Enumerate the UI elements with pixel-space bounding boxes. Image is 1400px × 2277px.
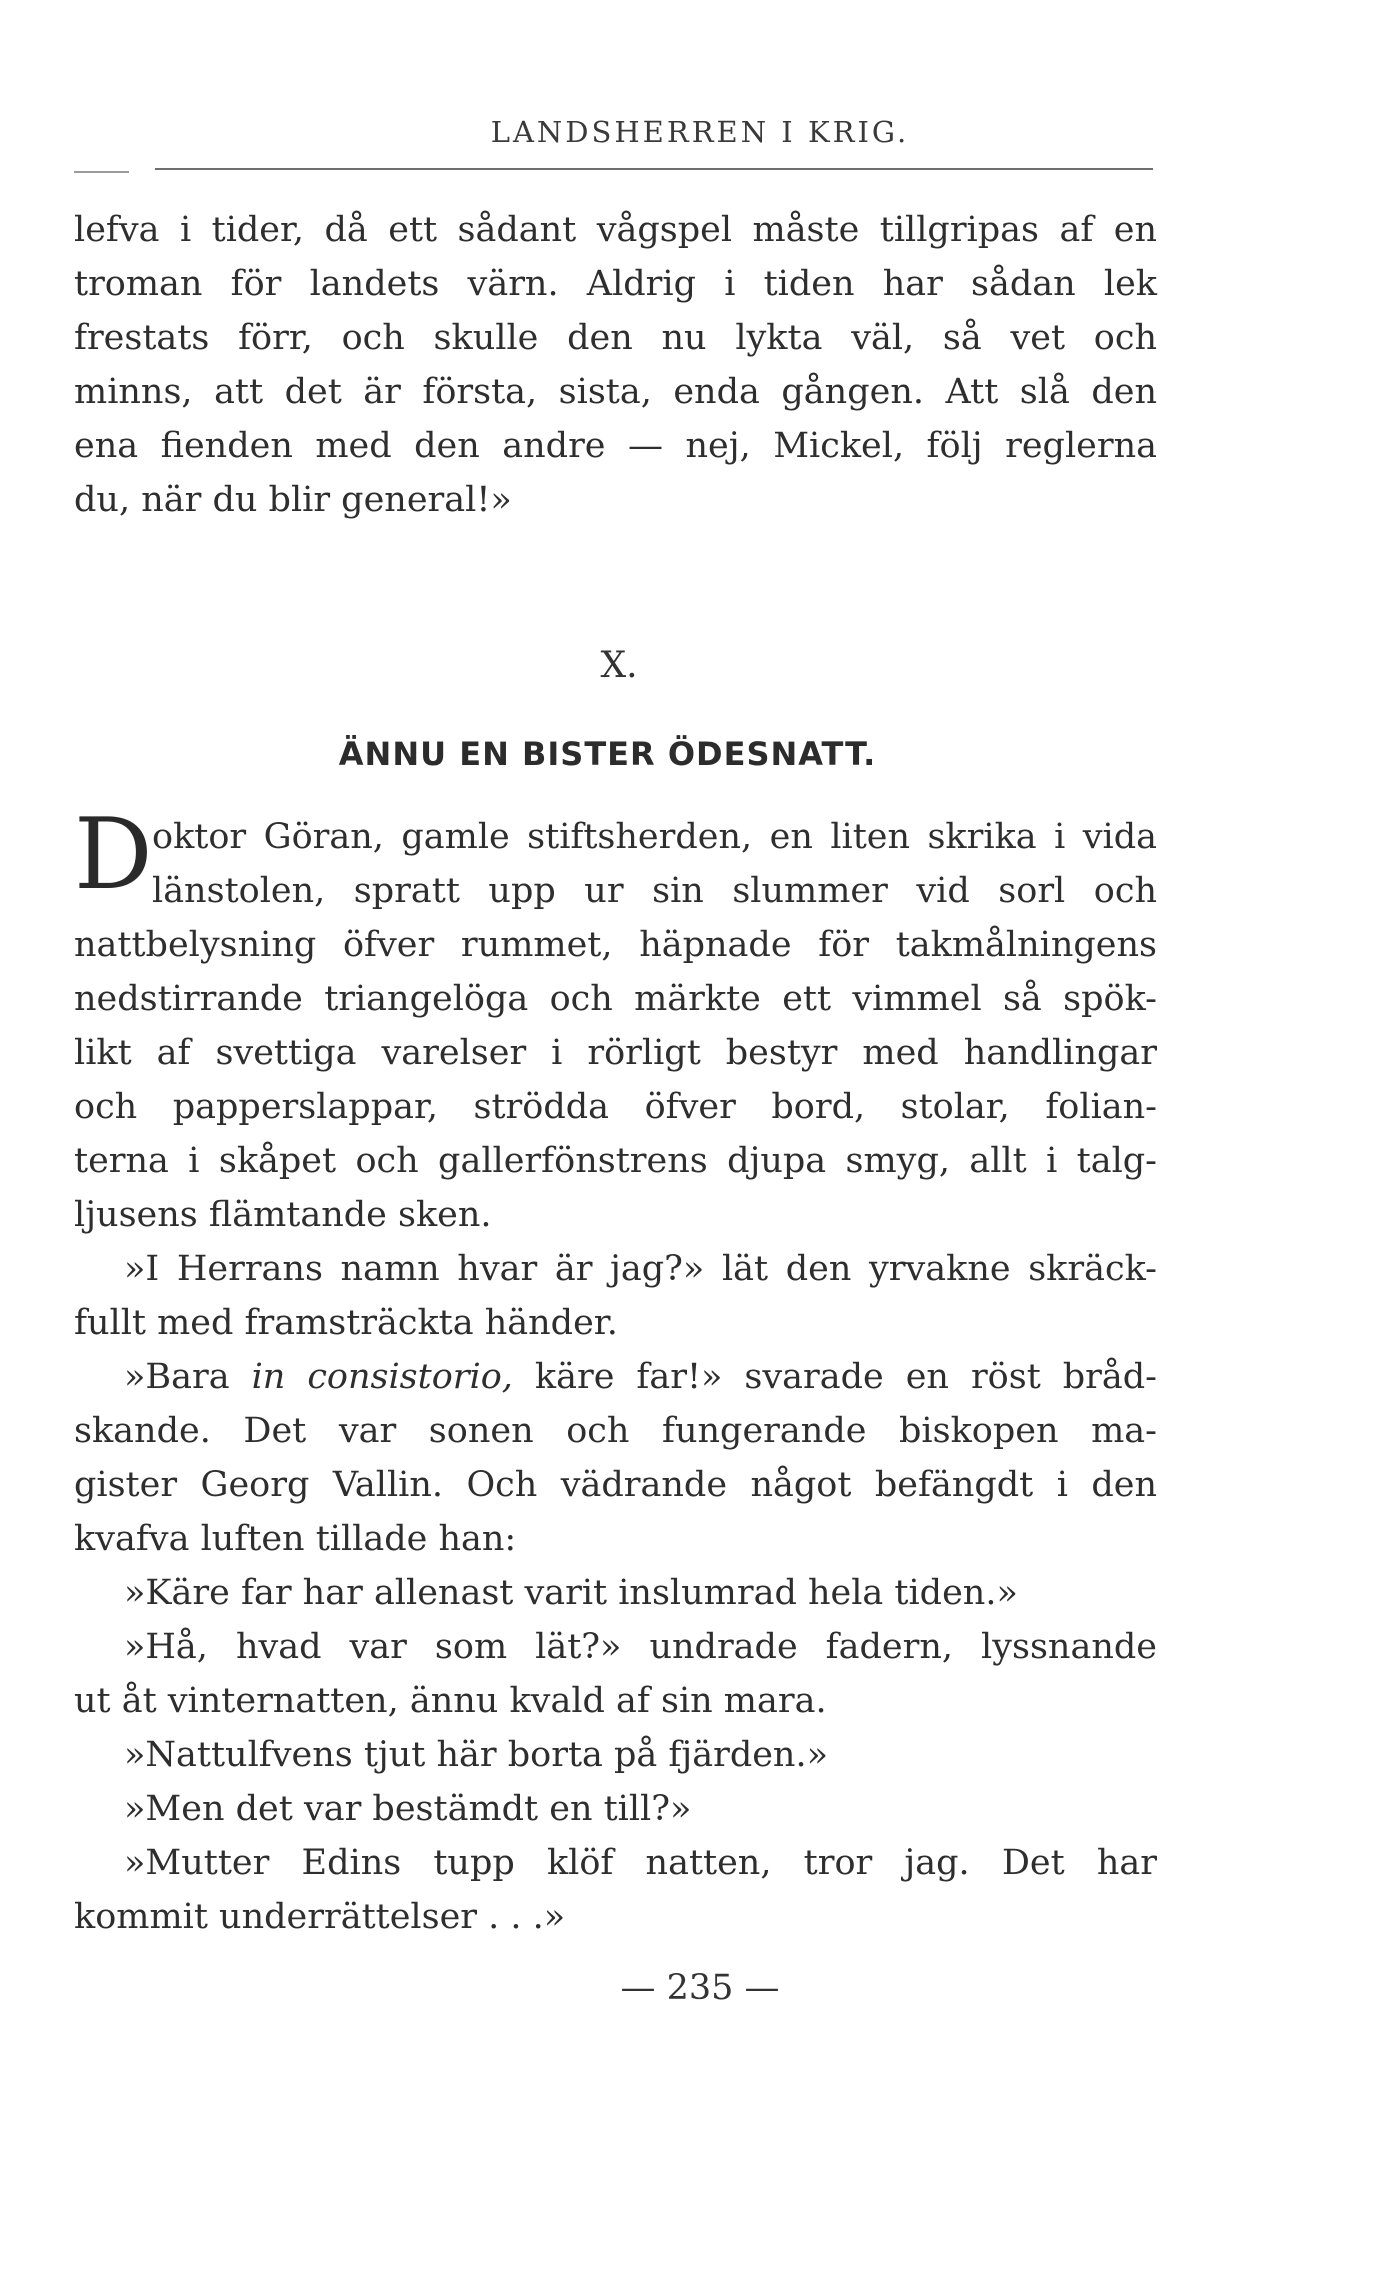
text-line: nedstirrande triangelöga och märkte ett vimmel så spök-	[74, 979, 1157, 1019]
text-line: du, när du blir general!»	[74, 480, 512, 520]
drop-cap: D	[74, 798, 153, 912]
dialogue-line: ut åt vinternatten, ännu kvald af sin mara.	[74, 1681, 827, 1721]
dialogue-italic: in consistorio,	[251, 1357, 513, 1397]
dialogue-line: kvafva luften tillade han:	[74, 1519, 517, 1559]
text-line: likt af svettiga varelser i rörligt bestyr med handlingar	[74, 1033, 1157, 1073]
text-line: frestats förr, och skulle den nu lykta väl, så vet och	[74, 318, 1157, 358]
dialogue-line: »Men det var bestämdt en till?»	[124, 1789, 692, 1829]
dialogue-line: gister Georg Vallin. Och vädrande något befängdt i den	[74, 1465, 1157, 1505]
chapter-title: ÄNNU EN BISTER ÖDESNATT.	[338, 735, 877, 773]
page-number: — 235 —	[620, 1968, 780, 2008]
dialogue-line: »Nattulfvens tjut här borta på fjärden.»	[124, 1735, 829, 1775]
text-line: och papperslappar, strödda öfver bord, stolar, folian-	[74, 1087, 1157, 1127]
text-line: ljusens flämtande sken.	[74, 1195, 492, 1235]
text-line: troman för landets värn. Aldrig i tiden har sådan lek	[74, 264, 1157, 304]
dialogue-line: »I Herrans namn hvar är jag?» lät den yrvakne skräck-	[124, 1249, 1157, 1289]
running-head: LANDSHERREN I KRIG.	[490, 115, 910, 149]
dialogue-line: kommit underrättelser . . .»	[74, 1897, 566, 1937]
header-rule	[155, 168, 1153, 170]
dialogue-text: »Bara	[124, 1357, 252, 1397]
chapter-number: X.	[600, 645, 638, 686]
dialogue-line: fullt med framsträckta händer.	[74, 1303, 618, 1343]
text-line: minns, att det är första, sista, enda gången. Att slå den	[74, 372, 1157, 412]
dialogue-line: »Käre far har allenast varit inslumrad hela tiden.»	[124, 1573, 1018, 1613]
dialogue-text: käre far!» svarade en röst bråd-	[512, 1357, 1157, 1397]
paragraph-2	[74, 810, 1157, 1944]
text-line: ena fienden med den andre — nej, Mickel, följ reglerna	[74, 426, 1157, 466]
text-line: lefva i tider, då ett sådant vågspel måste tillgripas af en	[74, 210, 1157, 250]
dialogue-line: »Mutter Edins tupp klöf natten, tror jag. Det har	[124, 1843, 1157, 1883]
text-line: terna i skåpet och gallerfönstrens djupa smyg, allt i talg-	[74, 1141, 1157, 1181]
dialogue-line: skande. Det var sonen och fungerande biskopen ma-	[74, 1411, 1157, 1451]
dialogue-line	[74, 1350, 1157, 1404]
text-line: nattbelysning öfver rummet, häpnade för takmålningens	[74, 925, 1157, 965]
header-rule-short	[74, 171, 129, 173]
text-line: oktor Göran, gamle stiftsherden, en liten skrika i vida	[152, 817, 1157, 857]
text-line: länstolen, spratt upp ur sin slummer vid sorl och	[152, 871, 1157, 911]
paragraph-1	[74, 203, 1157, 527]
dialogue-line: »Hå, hvad var som lät?» undrade fadern, lyssnande	[124, 1627, 1157, 1667]
